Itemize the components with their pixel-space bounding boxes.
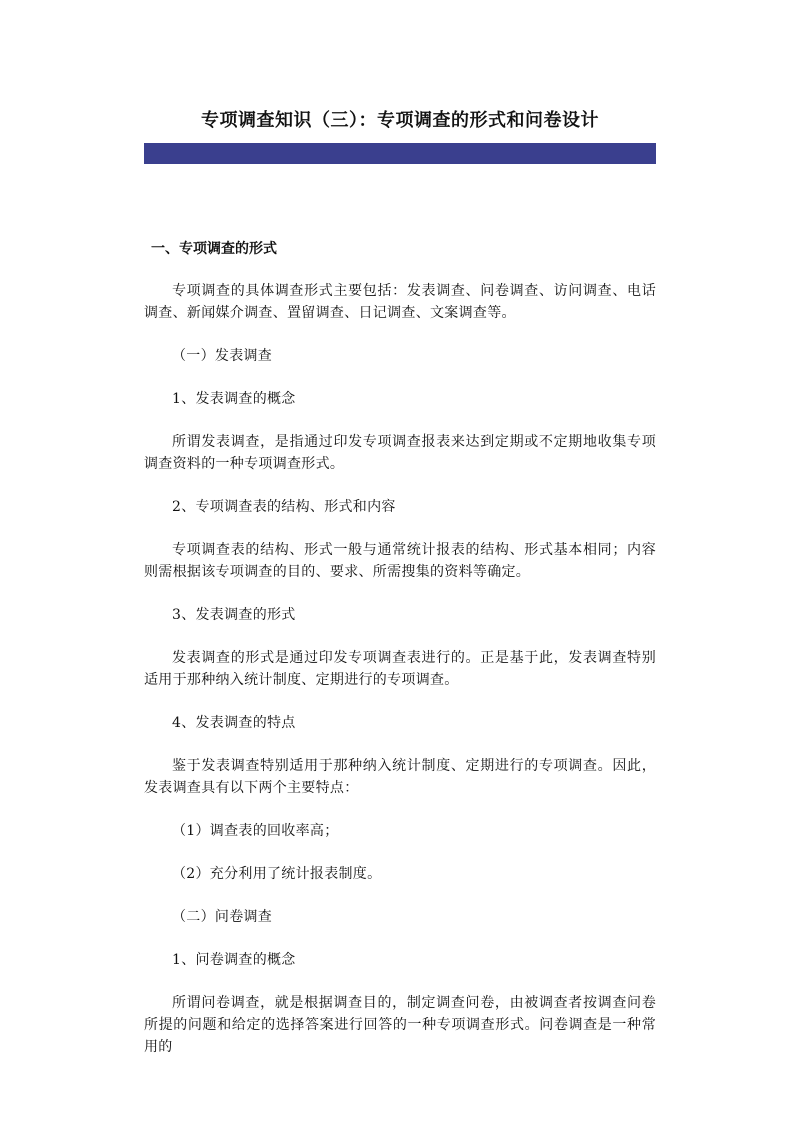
- subsection-heading: 3、发表调查的形式: [172, 607, 296, 623]
- paragraph: 专项调查的具体调查形式主要包括：发表调查、问卷调查、访问调查、电话调查、新闻媒介调查、置留调查、日记调查、文案调查等。: [144, 283, 656, 321]
- subsection-heading: 2、专项调查表的结构、形式和内容: [172, 499, 396, 515]
- subsection-heading: 4、发表调查的特点: [172, 715, 296, 731]
- paragraph: 专项调查表的结构、形式一般与通常统计报表的结构、形式基本相同；内容则需根据该专项调查的目的、要求、所需搜集的资料等确定。: [144, 542, 656, 580]
- subsection-heading: 1、问卷调查的概念: [172, 952, 296, 968]
- paragraph: 所谓问卷调查，就是根据调查目的，制定调查问卷，由被调查者按调查问卷所提的问题和给定的选择答案进行回答的一种专项调查形式。问卷调查是一种常用的: [144, 995, 656, 1055]
- paragraph: 鉴于发表调查特别适用于那种纳入统计制度、定期进行的专项调查。因此，发表调查具有以下两个主要特点：: [144, 758, 656, 796]
- title-underline-bar: [144, 143, 656, 164]
- subsection-heading: （一）发表调查: [172, 348, 273, 364]
- subsection-heading: 1、发表调查的概念: [172, 391, 296, 407]
- document-title: 专项调查知识（三）：专项调查的形式和问卷设计: [201, 110, 599, 131]
- list-item: （2）充分利用了统计报表制度。: [172, 866, 382, 882]
- paragraph: 发表调查的形式是通过印发专项调查表进行的。正是基于此，发表调查特别适用于那种纳入统计制度、定期进行的专项调查。: [144, 650, 656, 688]
- list-item: （1）调查表的回收率高；: [172, 823, 339, 839]
- section-heading: 一、专项调查的形式: [151, 241, 277, 257]
- paragraph: 所谓发表调查，是指通过印发专项调查报表来达到定期或不定期地收集专项调查资料的一种专项调查形式。: [144, 434, 656, 472]
- subsection-heading: （二）问卷调查: [172, 909, 273, 925]
